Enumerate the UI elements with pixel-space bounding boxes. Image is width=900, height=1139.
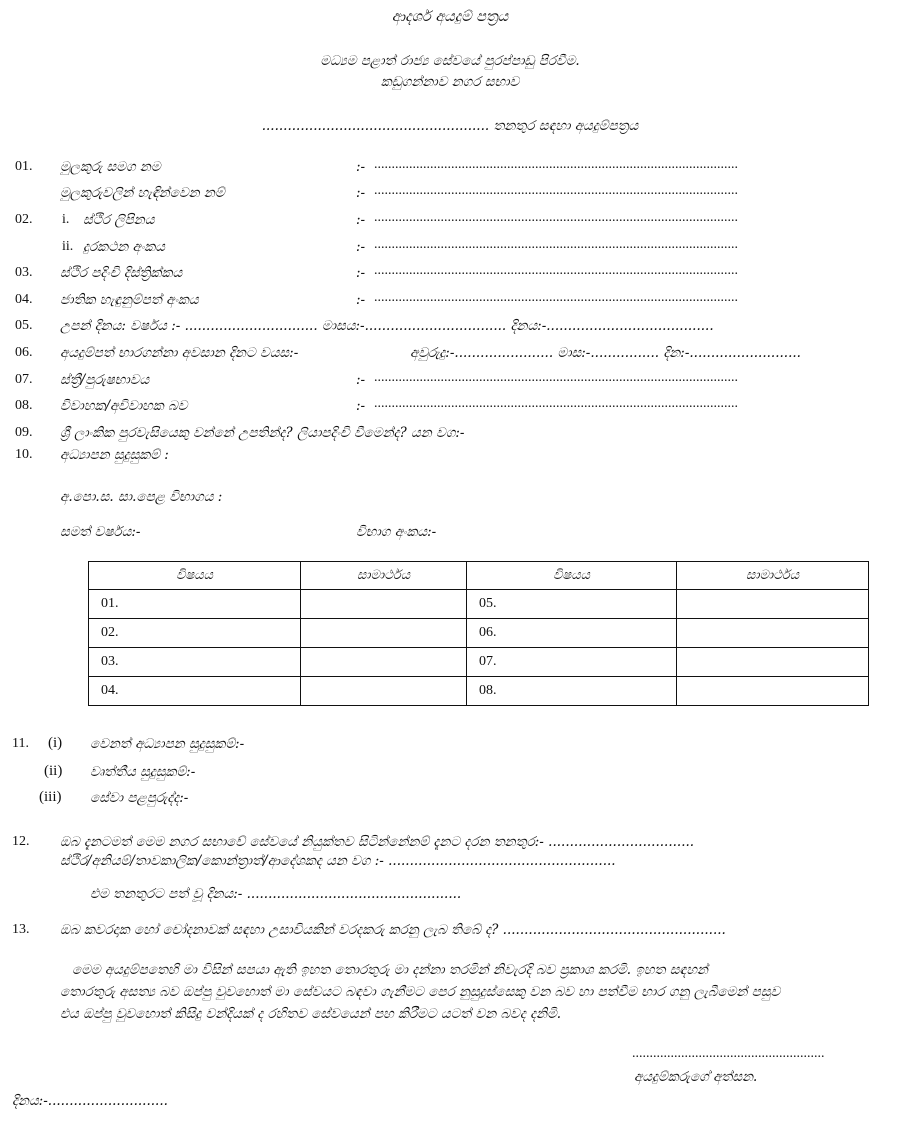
subject-header: විෂයය [89, 562, 301, 590]
roman-numeral: ii. [62, 239, 74, 254]
index-number-label: විභාග අංකය:- [356, 524, 437, 540]
colon: :- [356, 398, 366, 414]
item-number: 01. [15, 159, 33, 174]
citizenship-question: ශ්‍රී ලාංකික පුරවැසියෙකු වන්නේ උපතින්ද? ලියාපදිංචි වීමෙන්ද? යන වග:- [60, 425, 465, 441]
civil-status-field[interactable]: ........................................................................................................ [374, 396, 738, 411]
form-title: ආදර්ශ අයදුම් පත්‍රය [391, 9, 509, 25]
colon: :- [356, 212, 366, 228]
table-row [89, 590, 869, 619]
item-number: 11. [12, 736, 29, 751]
signature-label: අයදුම්කරුගේ අත්සන. [634, 1069, 758, 1085]
post-title: ..................................................... තනතුර සඳහා අයදුම්පත්‍රය [261, 118, 639, 134]
grade-cell[interactable] [301, 619, 467, 648]
item-number: 02. [15, 212, 33, 227]
subject-header: විෂයය [467, 562, 677, 590]
service-experience-label: සේවා පළපුරුද්ද:- [90, 790, 189, 806]
roman-numeral: (i) [48, 735, 63, 751]
table-row [89, 648, 869, 677]
colon: :- [356, 239, 366, 255]
ol-exam-label: අ.පො.ස. සා.පෙළ විභාගය : [60, 489, 223, 505]
permanent-district-field[interactable]: ........................................................................................................ [374, 263, 738, 278]
nic-number-label: ජාතික හැඳුනුම්පත් අංකය [60, 292, 199, 308]
professional-qualifications-label: වෘත්තීය සුදුසුකම්:- [90, 764, 196, 780]
item-number: 09. [15, 425, 33, 440]
item-number: 06. [15, 345, 33, 360]
subject-cell[interactable]: 02. [89, 619, 301, 648]
date-of-birth-line[interactable]: උපන් දිනය: වර්ෂය :- ............................... මාසය:-................................. දිනය:-....................................... [60, 318, 714, 334]
telephone-number-label: දුරකථන අංකය [83, 239, 165, 255]
other-qualifications-label: වෙනත් අධ්‍යාපන සුදුසුකම්:- [90, 736, 245, 752]
grade-cell[interactable] [677, 590, 869, 619]
current-post-line[interactable]: ඔබ දැනටමත් මෙම නගර සභාවේ සේවයේ නියුක්තව සිටින්නේනම් දැනට දරන තනතුර:- .................................. [60, 834, 695, 850]
colon: :- [356, 372, 366, 388]
roman-numeral: (ii) [44, 763, 63, 779]
grade-header: සාමාර්ථය [301, 562, 467, 590]
name-with-initials-field[interactable]: ........................................................................................................ [374, 157, 738, 172]
name-with-initials-label: මුලකුරු සමග නම [60, 159, 161, 175]
item-number: 10. [15, 447, 33, 462]
subject-cell[interactable]: 01. [89, 590, 301, 619]
subject-cell[interactable]: 05. [467, 590, 677, 619]
table-row [89, 619, 869, 648]
age-at-closing-date-label: අයදුම්පත් භාරගන්නා අවසාන දිනට වයස:- [60, 345, 299, 361]
conviction-question[interactable]: ඔබ කවරදාක හෝ චෝදනාවක් සඳහා උසාවියකින් වරදකරු කරනු ලැබ තිබේ ද? .................................................... [60, 922, 726, 938]
grade-cell[interactable] [677, 677, 869, 706]
grade-cell[interactable] [301, 648, 467, 677]
declaration-line-3: එය ඔප්පු වුවහොත් කිසිදු වන්දියක් ද රහිතව සේවයෙන් පහ කිරීමට යටත් වන බවද දනිමි. [60, 1006, 562, 1022]
item-number: 03. [15, 265, 33, 280]
name-denoted-by-initials-label: මුලකුරුවලින් හැඳින්වෙන නම් [60, 185, 225, 201]
colon: :- [356, 185, 366, 201]
subject-cell[interactable]: 08. [467, 677, 677, 706]
educational-qualifications-label: අධ්‍යාපන සුදුසුකම් : [60, 447, 169, 463]
colon: :- [356, 265, 366, 281]
gender-label: ස්ත්‍රී/පුරුෂභාවය [60, 372, 150, 388]
roman-numeral: i. [62, 212, 70, 227]
civil-status-label: විවාහක/අවිවාහක බව [60, 398, 188, 414]
year-passed-label: සමත් වර්ෂය:- [60, 524, 141, 540]
item-number: 05. [15, 318, 33, 333]
permanent-address-field[interactable]: ........................................................................................................ [374, 210, 738, 225]
item-number: 08. [15, 398, 33, 413]
age-fields-line[interactable]: අවුරුදු:-....................... මාස:-................ දින:-.......................... [410, 345, 801, 361]
declaration-line-2: තොරතුරු අසත්‍ය බව ඔප්පු වුවහොත් මා සේවයට බඳවා ගැනීමට පෙර නුසුදුස්සෙකු වන බව හා පත්වීම භාර ගනු ලැබීමෙන් පසුව [60, 984, 781, 1000]
appointment-date-line[interactable]: එම තනතුරට පත් වූ දිනය:- .................................................. [90, 886, 462, 902]
item-number: 07. [15, 372, 33, 387]
header-line-2: කඩුගන්නාව නගර සභාව [380, 74, 520, 90]
gender-field[interactable]: ........................................................................................................ [374, 370, 738, 385]
item-number: 13. [12, 922, 30, 937]
grade-cell[interactable] [677, 648, 869, 677]
telephone-number-field[interactable]: ........................................................................................................ [374, 237, 738, 252]
grade-cell[interactable] [301, 590, 467, 619]
item-number: 04. [15, 292, 33, 307]
item-number: 12. [12, 834, 30, 849]
date-field[interactable]: දිනය:-............................ [12, 1093, 168, 1109]
table-row [89, 677, 869, 706]
name-denoted-by-initials-field[interactable]: ........................................................................................................ [374, 183, 738, 198]
permanent-address-label: ස්ථිර ලිපිනය [83, 212, 155, 228]
subject-cell[interactable]: 06. [467, 619, 677, 648]
subject-cell[interactable]: 04. [89, 677, 301, 706]
signature-field[interactable]: ....................................................... [632, 1046, 825, 1061]
ol-results-table [88, 561, 869, 706]
subject-cell[interactable]: 07. [467, 648, 677, 677]
employment-type-line[interactable]: ස්ථිර/අනියම්/තාවකාලික/කොන්ත්‍රාත්/ආදේශකද යන වග :- ..................................................... [60, 853, 616, 869]
colon: :- [356, 292, 366, 308]
permanent-district-label: ස්ථිර පදිංචි දිස්ත්‍රික්කය [60, 265, 183, 281]
table-header-row [89, 562, 869, 590]
nic-number-field[interactable]: ........................................................................................................ [374, 290, 738, 305]
colon: :- [356, 159, 366, 175]
roman-numeral: (iii) [39, 789, 62, 805]
grade-header: සාමාර්ථය [677, 562, 869, 590]
grade-cell[interactable] [677, 619, 869, 648]
grade-cell[interactable] [301, 677, 467, 706]
declaration-line-1: මෙම අයදුම්පතෙහි මා විසින් සපයා ඇති ඉහත තොරතුරු මා දන්නා තරමින් නිවැරදි බව ප්‍රකාශ කරමි. ඉහත සඳහන් [72, 962, 708, 978]
subject-cell[interactable]: 03. [89, 648, 301, 677]
header-line-1: මධ්‍යම පළාත් රාජ්‍ය සේවයේ පුරප්පාඩු පිරවීම. [320, 53, 580, 69]
